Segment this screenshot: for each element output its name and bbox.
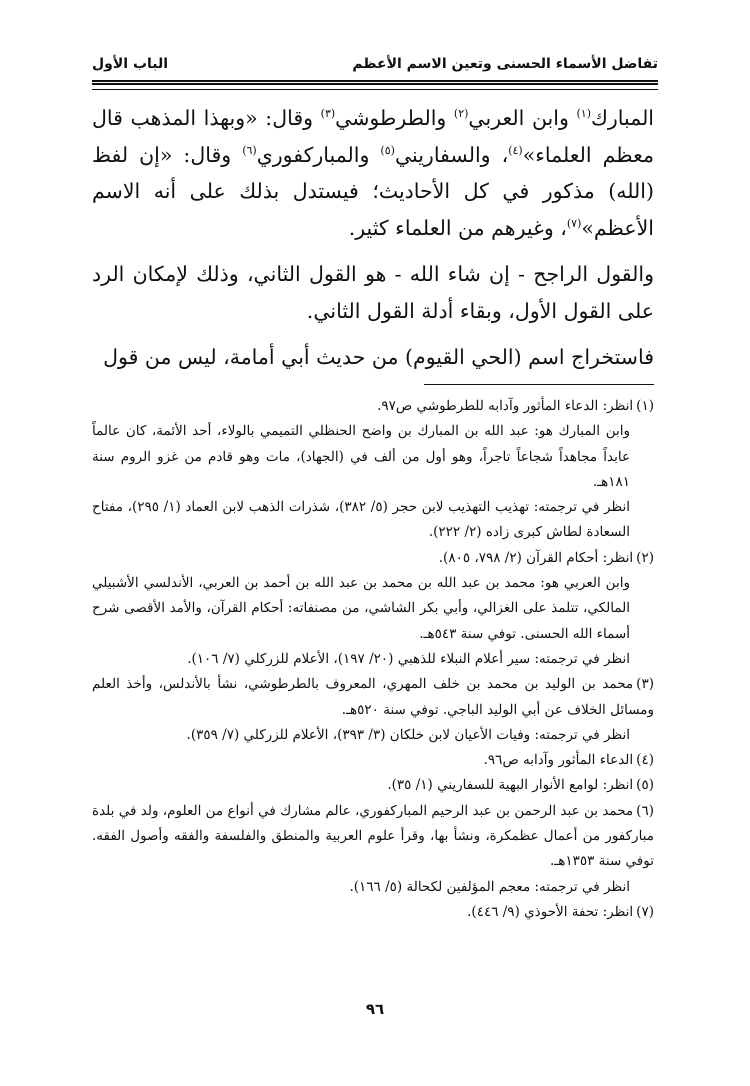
- text-run: المبارك: [590, 106, 655, 130]
- footnote-ref-3[interactable]: (٣): [320, 107, 336, 121]
- text-run: والطرطوشي: [335, 106, 454, 130]
- footnote-ref-1[interactable]: (١): [576, 107, 591, 121]
- page-header: [92, 56, 658, 72]
- paragraph-2: والقول الراجح - إن شاء الله - هو القول الثاني، وذلك لإمكان الرد على القول الأول، وبقاء أدلة القول الثاني.: [92, 262, 654, 323]
- footnote-ref-7[interactable]: (٧): [566, 216, 582, 230]
- text-run: وقال: «إن لفظ (الله) مذكور في كل الأحاديث؛ فيستدل بذلك على أنه الاسم الأعظم»: [92, 142, 654, 240]
- text-run: والمباركفوري: [256, 142, 381, 167]
- page-number: ٩٦: [365, 1000, 385, 1018]
- footnote-ref-5[interactable]: (٥): [380, 143, 395, 157]
- footnote: انظر في ترجمته: وفيات الأعيان لابن خلكان (٣/ ٣٩٣)، الأعلام للزركلي (٧/ ٣٥٩).: [186, 726, 630, 743]
- footnote: (٤)الدعاء المأثور وآدابه ص٩٦.: [483, 752, 654, 769]
- footnote-ref-4[interactable]: (٤): [508, 143, 523, 157]
- footnote: وابن المبارك هو: عبد الله بن المبارك بن واضح الحنظلي التميمي بالولاء، أحد الأئمة، كان عالماً عابداً مجاهداً شجاعاً تاجراً، وهو أول من ألف في (الجهاد)، مات وهو قادم من غزو الروم سنة ١٨١هـ.: [92, 423, 630, 490]
- main-text: [92, 100, 654, 386]
- footnote: (٢)انظر: أحكام القرآن (٢/ ٧٩٨، ٨٠٥).: [438, 549, 654, 566]
- text-run: وابن العربي: [468, 106, 577, 130]
- footnote: انظر في ترجمته: سير أعلام النبلاء للذهبي (٢٠/ ١٩٧)، الأعلام للزركلي (٧/ ١٠٦).: [187, 650, 630, 667]
- footnote: (٦)محمد بن عبد الرحمن بن عبد الرحيم المباركفوري، عالم مشارك في أنواع من العلوم، ولد في بلدة مباركفور من أعمال عظمكرة، ونشأ بها، وقرأ علوم العربية والمنطق والفلسفة والفقه وأصول الفقه. توفي سنة ١٣٥٣هـ.: [92, 802, 654, 870]
- footnote: انظر في ترجمته: تهذيب التهذيب لابن حجر (٥/ ٣٨٢)، شذرات الذهب لابن العماد (١/ ٢٩٥)، مفتاح السعادة لطاش كبرى زاده (٢/ ٢٢٢).: [92, 499, 630, 541]
- header-rule-thin: [92, 89, 658, 90]
- text-run: وقال: «وبهذا المذهب قال معظم العلماء»: [92, 106, 654, 167]
- running-title: تفاضل الأسماء الحسنى وتعين الاسم الأعظم: [352, 56, 658, 72]
- footnote-ref-6[interactable]: (٦): [242, 143, 257, 157]
- footnote: انظر في ترجمته: معجم المؤلفين لكحالة (٥/ ١٦٦).: [349, 878, 630, 895]
- text-run: ، وغيرهم من العلماء كثير.: [348, 215, 567, 240]
- paragraph-1: [92, 100, 654, 246]
- footnote-ref-2[interactable]: (٢): [453, 107, 469, 121]
- text-run: ، والسفاريني: [394, 142, 509, 167]
- chapter-label: الباب الأول: [92, 56, 169, 72]
- header-rule-thick: [92, 80, 658, 86]
- footnote: وابن العربي هو: محمد بن عبد الله بن محمد بن عبد الله بن أحمد بن العربي، الأندلسي الأشبيلي المالكي، تتلمذ على الغزالي، وأبي بكر الشاشي، من مصنفاته: أحكام القرآن، والأمد الأقصى شرح أسماء الله الحسنى. توفي سنة ٥٤٣هـ.: [92, 575, 630, 642]
- footnotes: [92, 394, 654, 925]
- paragraph-3: فاستخراج اسم (الحي القيوم) من حديث أبي أمامة، ليس من قول: [103, 345, 654, 369]
- footnote: (١)انظر: الدعاء المأثور وآدابه للطرطوشي ص٩٧.: [377, 398, 654, 414]
- footnote: (٥)انظر: لوامع الأنوار البهية للسفاريني (١/ ٣٥).: [387, 777, 654, 794]
- footnote-separator: [424, 384, 654, 385]
- footnote: (٧)انظر: تحفة الأحوذي (٩/ ٤٤٦).: [467, 903, 654, 920]
- footnote: (٣)محمد بن الوليد بن محمد بن خلف المهري، المعروف بالطرطوشي، نشأ بالأندلس، وأخذ العلم ومسائل الخلاف عن أبي الوليد الباجي. توفي سنة ٥٢٠هـ.: [92, 676, 654, 718]
